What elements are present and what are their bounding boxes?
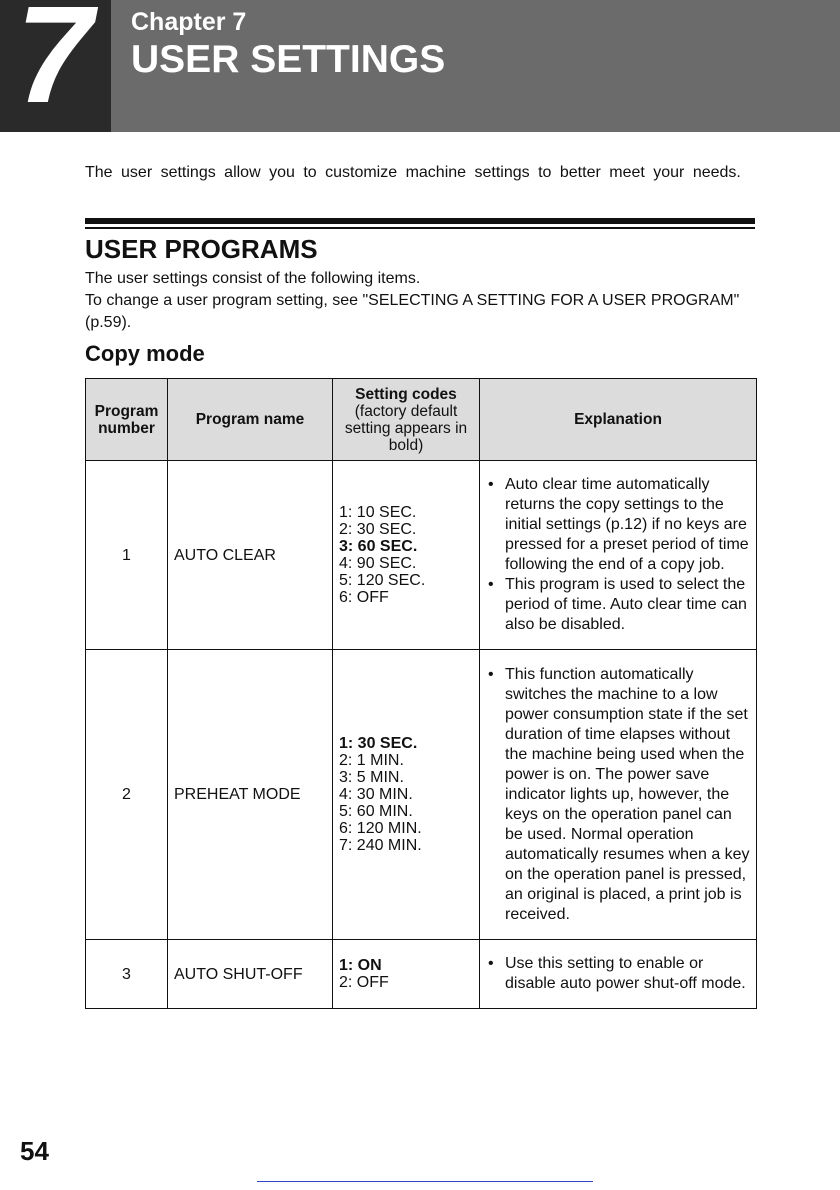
chapter-number: 7 [16,0,89,132]
setting-code: 6: OFF [339,589,389,606]
setting-code: 7: 240 MIN. [339,837,422,854]
table-header-row [86,379,757,461]
setting-codes-cell [333,940,480,1009]
setting-code: 2: 1 MIN. [339,752,404,769]
table-row [86,650,757,940]
setting-code-default: 1: ON [339,957,382,974]
section-text-line-2: To change a user program setting, see "SELECTING A SETTING FOR A USER PROGRAM" (p.59). [85,292,740,331]
header-explanation: Explanation [480,379,757,461]
chapter-number-box [0,0,111,132]
header-setting-codes-note: (factory default setting appears in bold) [344,402,468,454]
explanation-cell [480,650,757,940]
header-setting-codes-label: Setting codes [355,385,457,403]
setting-code: 1: 10 SEC. [339,504,417,521]
explanation-bullet: • This program is used to select the period of time. Auto clear time can also be disabled. [486,575,750,635]
explanation-list [486,954,750,994]
explanation-cell [480,461,757,650]
page-number: 54 [20,1136,49,1166]
bottom-link-line [257,1181,593,1182]
chapter-header [0,0,840,132]
setting-code: 4: 90 SEC. [339,555,417,572]
chapter-label: Chapter 7 [131,8,247,36]
setting-code: 6: 120 MIN. [339,820,422,837]
intro-paragraph: The user settings allow you to customize machine settings to better meet your needs. [85,164,741,181]
section-divider-thin [85,227,755,229]
header-setting-codes [333,379,480,461]
setting-codes-cell [333,650,480,940]
setting-code: 5: 120 SEC. [339,572,426,589]
setting-code-default: 3: 60 SEC. [339,538,418,555]
setting-code: 5: 60 MIN. [339,803,413,820]
header-program-name: Program name [168,379,333,461]
program-name-cell: AUTO CLEAR [168,461,333,650]
chapter-title: USER SETTINGS [131,38,446,81]
subsection-title: Copy mode [85,341,205,366]
table-row [86,940,757,1009]
setting-code-default: 1: 30 SEC. [339,735,418,752]
program-name-cell: AUTO SHUT-OFF [168,940,333,1009]
section-divider [85,218,755,224]
user-programs-table [85,378,757,1009]
setting-code: 2: 30 SEC. [339,521,417,538]
explanation-bullet: • Auto clear time automatically returns the copy settings to the initial settings (p.12) if no keys are pressed for a preset period of time following the end of a copy job. [486,475,750,575]
section-title: USER PROGRAMS [85,234,318,264]
explanation-bullet: • Use this setting to enable or disable auto power shut-off mode. [486,954,750,994]
section-text-line-1: The user settings consist of the following items. [85,270,421,287]
setting-code: 2: OFF [339,974,389,991]
explanation-list [486,475,750,635]
program-number-cell: 2 [86,650,168,940]
setting-codes-cell [333,461,480,650]
explanation-cell [480,940,757,1009]
explanation-bullet: • This function automatically switches the machine to a low power consumption state if the set duration of time elapses without the machine being used when the power is on. The power save indicator lights up, however, the keys on the operation panel can be used. Normal operation automatically resumes when a key on the operation panel is pressed, an original is placed, a print job is received. [486,665,750,925]
program-name-cell: PREHEAT MODE [168,650,333,940]
table-row [86,461,757,650]
setting-code: 3: 5 MIN. [339,769,404,786]
explanation-list [486,665,750,925]
program-number-cell: 3 [86,940,168,1009]
program-number-cell: 1 [86,461,168,650]
setting-code: 4: 30 MIN. [339,786,413,803]
header-program-number: Program number [86,379,168,461]
